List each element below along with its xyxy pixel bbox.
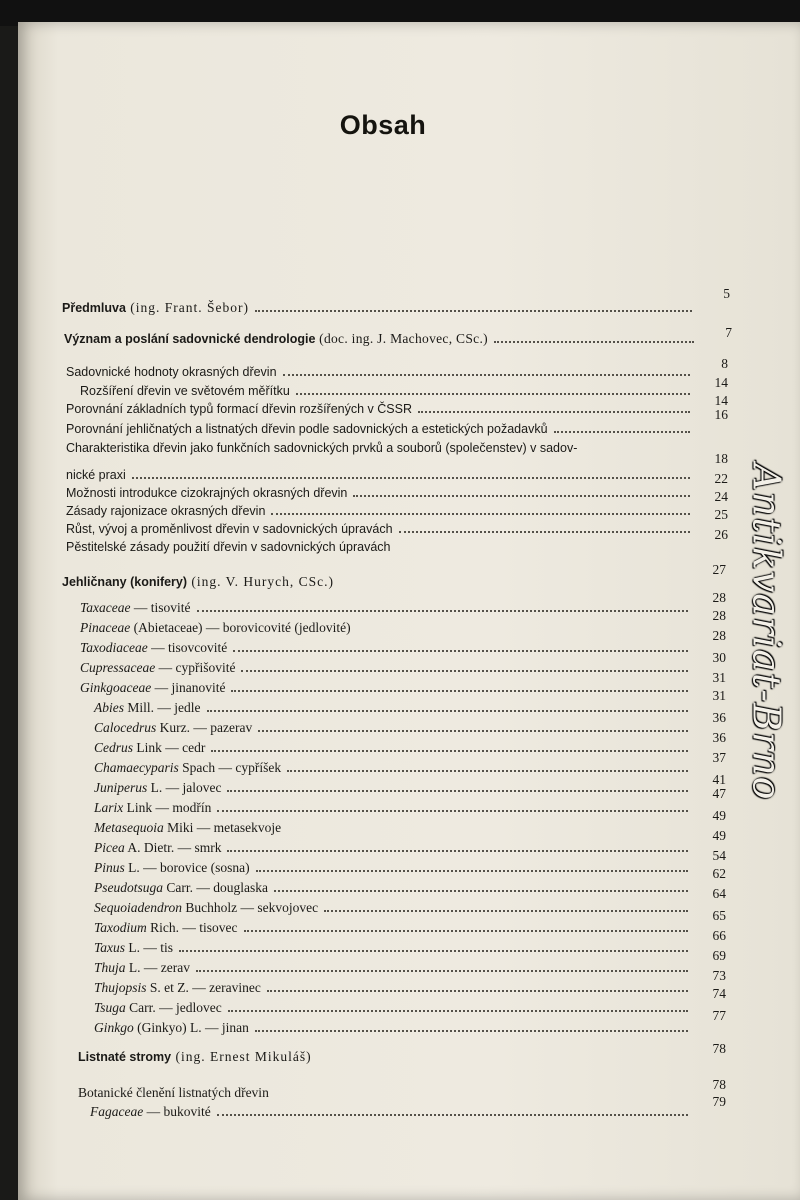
- leader-dots: [340, 574, 688, 586]
- entry-title: Pěstitelské zásady použití dřevin v sadovnických úpravách: [66, 540, 391, 554]
- entry-author: (ing. Frant. Šebor): [125, 300, 250, 315]
- page-number: 22: [714, 471, 728, 486]
- toc-entry: [66, 356, 728, 380]
- leader-dots: [244, 920, 688, 932]
- page-number: 31: [712, 670, 726, 685]
- entry-title: L. — borovice (sosna): [124, 860, 250, 875]
- entry-title: L. — tis: [125, 940, 174, 955]
- leader-dots: [255, 300, 692, 312]
- leader-dots: [267, 980, 688, 992]
- page-number: 62: [712, 866, 726, 881]
- leader-dots: [241, 660, 688, 672]
- entry-latin: Fagaceae: [90, 1104, 144, 1119]
- leader-dots: [275, 1085, 688, 1097]
- page-number: 47: [712, 786, 726, 801]
- page-number: 5: [723, 286, 730, 301]
- entry-latin: Juniperus: [94, 780, 148, 795]
- page-number: 73: [712, 968, 726, 983]
- entry-latin: Larix: [94, 800, 124, 815]
- leader-dots: [228, 1000, 688, 1012]
- entry-title: Buchholz — sekvojovec: [182, 900, 319, 915]
- entry-latin: Thujopsis: [94, 980, 147, 995]
- toc-entry: [66, 393, 728, 417]
- entry-title: Kurz. — pazerav: [156, 720, 253, 735]
- page-number: 78: [712, 1041, 726, 1056]
- toc-entry: [94, 968, 726, 996]
- entry-author: (doc. ing. J. Machovec, CSc.): [315, 331, 488, 346]
- toc-entry: [80, 608, 726, 636]
- leader-dots: [132, 467, 690, 479]
- toc-entry: [78, 1077, 726, 1101]
- entry-latin: Abies: [94, 700, 124, 715]
- leader-dots: [227, 780, 688, 792]
- leader-dots: [256, 860, 688, 872]
- entry-title: S. et Z. — zeravinec: [146, 980, 261, 995]
- page-number: 31: [712, 688, 726, 703]
- entry-latin: Taxaceae: [80, 600, 131, 615]
- page-number: 49: [712, 828, 726, 843]
- table-of-contents: [18, 22, 800, 1200]
- entry-latin: Ginkgo: [94, 1020, 134, 1035]
- entry-latin: Taxodium: [94, 920, 147, 935]
- toc-entry: [66, 451, 728, 483]
- leader-dots: [353, 485, 690, 497]
- page-number: 28: [712, 590, 726, 605]
- toc-entry: [94, 772, 726, 796]
- toc-entry: [64, 325, 732, 347]
- page-number: 78: [712, 1077, 726, 1092]
- entry-title: Mill. — jedle: [124, 700, 201, 715]
- entry-title: Miki — metasekvoje: [163, 820, 282, 835]
- leader-dots: [287, 760, 688, 772]
- entry-title: Porovnání jehličnatých a listnatých dřevin podle sadovnických a estetických požadavků: [66, 422, 548, 436]
- leader-dots: [271, 503, 690, 515]
- toc-entry: [90, 1094, 726, 1120]
- entry-title: Link — modřín: [123, 800, 212, 815]
- toc-entry: [62, 286, 730, 316]
- leader-dots: [296, 383, 690, 395]
- toc-entry: [80, 375, 728, 399]
- page-number: 28: [712, 628, 726, 643]
- entry-author: (ing. V. Hurych, CSc.): [187, 574, 335, 589]
- entry-title: Spach — cypříšek: [178, 760, 282, 775]
- entry-latin: Cedrus: [94, 740, 134, 755]
- entry-latin: Calocedrus: [94, 720, 157, 735]
- entry-title: Carr. — jedlovec: [125, 1000, 222, 1015]
- toc-entry: [80, 670, 726, 696]
- leader-dots: [231, 680, 688, 692]
- leader-dots: [217, 800, 688, 812]
- entry-latin: Taxodiaceae: [80, 640, 148, 655]
- toc-entry: [80, 590, 726, 616]
- entry-latin: Cupressaceae: [80, 660, 156, 675]
- entry-title: L. — zerav: [125, 960, 190, 975]
- watermark-text: Antikvariat-Brno: [744, 463, 789, 801]
- entry-latin: Pinaceae: [80, 620, 131, 635]
- leader-dots: [258, 720, 688, 732]
- watermark: [736, 462, 796, 802]
- page-number: 8: [721, 356, 728, 371]
- leader-dots: [494, 331, 694, 343]
- toc-entry: [62, 562, 726, 590]
- entry-title: Sadovnické hodnoty okrasných dřevin: [66, 365, 277, 379]
- page-number: 66: [712, 928, 726, 943]
- page-number: 79: [712, 1094, 726, 1109]
- page-number: 36: [712, 710, 726, 725]
- page-number: 7: [725, 325, 732, 340]
- entry-title: Link — cedr: [133, 740, 206, 755]
- entry-author: (ing. Ernest Mikuláš): [171, 1049, 312, 1064]
- page-number: 30: [712, 650, 726, 665]
- page-number: 69: [712, 948, 726, 963]
- page-number: 36: [712, 730, 726, 745]
- page-number: 26: [714, 527, 728, 542]
- entry-latin: Pseudotsuga: [94, 880, 163, 895]
- page-number: 64: [712, 886, 726, 901]
- leader-dots: [357, 620, 688, 632]
- toc-entry: [94, 730, 726, 756]
- page-number: 18: [714, 451, 728, 466]
- toc-entry: [80, 628, 726, 656]
- leader-dots: [217, 1104, 688, 1116]
- toc-entry: [94, 908, 726, 936]
- page-number: 28: [712, 608, 726, 623]
- entry-latin: Picea: [94, 840, 125, 855]
- page-number: 77: [712, 1008, 726, 1023]
- page-number: 14: [714, 393, 728, 408]
- toc-entry: [94, 1008, 726, 1036]
- leader-dots: [211, 740, 688, 752]
- entry-title: (Ginkyo) L. — jinan: [133, 1020, 249, 1035]
- page-number: 16: [714, 407, 728, 422]
- toc-entry: [66, 440, 728, 456]
- entry-title: — cypřišovité: [155, 660, 236, 675]
- page-number: 14: [714, 375, 728, 390]
- entry-title: Carr. — douglaska: [163, 880, 268, 895]
- entry-title: Rich. — tisovec: [146, 920, 238, 935]
- entry-title: Význam a poslání sadovnické dendrologie: [64, 332, 316, 346]
- toc-entry: [94, 848, 726, 876]
- leader-dots: [318, 1049, 688, 1061]
- entry-title: Botanické členění listnatých dřevin: [78, 1085, 269, 1100]
- page-number: 41: [712, 772, 726, 787]
- leader-dots: [207, 700, 689, 712]
- entry-latin: Tsuga: [94, 1000, 126, 1015]
- page-number: 25: [714, 507, 728, 522]
- page-number: 24: [714, 489, 728, 504]
- page-number: 49: [712, 808, 726, 823]
- leader-dots: [179, 940, 688, 952]
- entry-latin: Thuja: [94, 960, 126, 975]
- toc-entry: [94, 948, 726, 976]
- entry-latin: Pinus: [94, 860, 125, 875]
- entry-latin: Chamaecyparis: [94, 760, 179, 775]
- page-number: 27: [712, 562, 726, 577]
- page-number: 54: [712, 848, 726, 863]
- toc-entry: [94, 828, 726, 856]
- leader-dots: [196, 960, 688, 972]
- entry-title: Možnosti introdukce cizokrajných okrasných dřevin: [66, 486, 348, 500]
- entry-title: — tisovité: [130, 600, 191, 615]
- entry-title: — jinanovité: [151, 680, 226, 695]
- leader-dots: [418, 401, 690, 413]
- entry-title: Porovnání základních typů formací dřevin rozšířených v ČSSR: [66, 402, 412, 416]
- toc-entry: [94, 928, 726, 956]
- toc-entry: [80, 650, 726, 676]
- entry-title: Růst, vývoj a proměnlivost dřevin v sadovnických úpravách: [66, 522, 393, 536]
- leader-dots: [554, 421, 690, 433]
- entry-title: Charakteristika dřevin jako funkčních sadovnických prvků a souborů (společenstev) v sadov-: [66, 441, 578, 455]
- leader-dots: [227, 840, 688, 852]
- leader-dots: [255, 1020, 688, 1032]
- entry-title: Listnaté stromy: [78, 1050, 172, 1064]
- page-number: 65: [712, 908, 726, 923]
- toc-entry: [94, 688, 726, 716]
- toc-entry: [94, 808, 726, 836]
- entry-title: Jehličnany (konifery): [62, 575, 188, 589]
- entry-title: — tisovcovité: [147, 640, 228, 655]
- leader-dots: [396, 539, 690, 551]
- toc-entry: [94, 710, 726, 736]
- entry-title: A. Dietr. — smrk: [124, 840, 222, 855]
- entry-title: Zásady rajonizace okrasných dřevin: [66, 504, 266, 518]
- leader-dots: [399, 521, 690, 533]
- entry-latin: Metasequoia: [94, 820, 164, 835]
- leader-dots: [233, 640, 688, 652]
- book-page: [18, 22, 800, 1200]
- entry-title: (Abietaceae) — borovicovité (jedlovité): [130, 620, 351, 635]
- entry-latin: Ginkgoaceae: [80, 680, 152, 695]
- toc-entry: [94, 750, 726, 776]
- page-number: 37: [712, 750, 726, 765]
- entry-title: — bukovité: [143, 1104, 211, 1119]
- page-number: 74: [712, 986, 726, 1001]
- leader-dots: [324, 900, 688, 912]
- entry-title: nické praxi: [66, 468, 126, 482]
- toc-entry: [78, 1041, 726, 1065]
- leader-dots: [283, 364, 690, 376]
- entry-title: Rozšíření dřevin ve světovém měřítku: [80, 384, 290, 398]
- entry-latin: Sequoiadendron: [94, 900, 182, 915]
- page-title: Obsah: [339, 110, 427, 140]
- leader-dots: [287, 820, 688, 832]
- entry-title: Předmluva: [62, 301, 126, 315]
- leader-dots: [197, 600, 689, 612]
- entry-latin: Taxus: [94, 940, 126, 955]
- entry-title: L. — jalovec: [147, 780, 222, 795]
- leader-dots: [274, 880, 688, 892]
